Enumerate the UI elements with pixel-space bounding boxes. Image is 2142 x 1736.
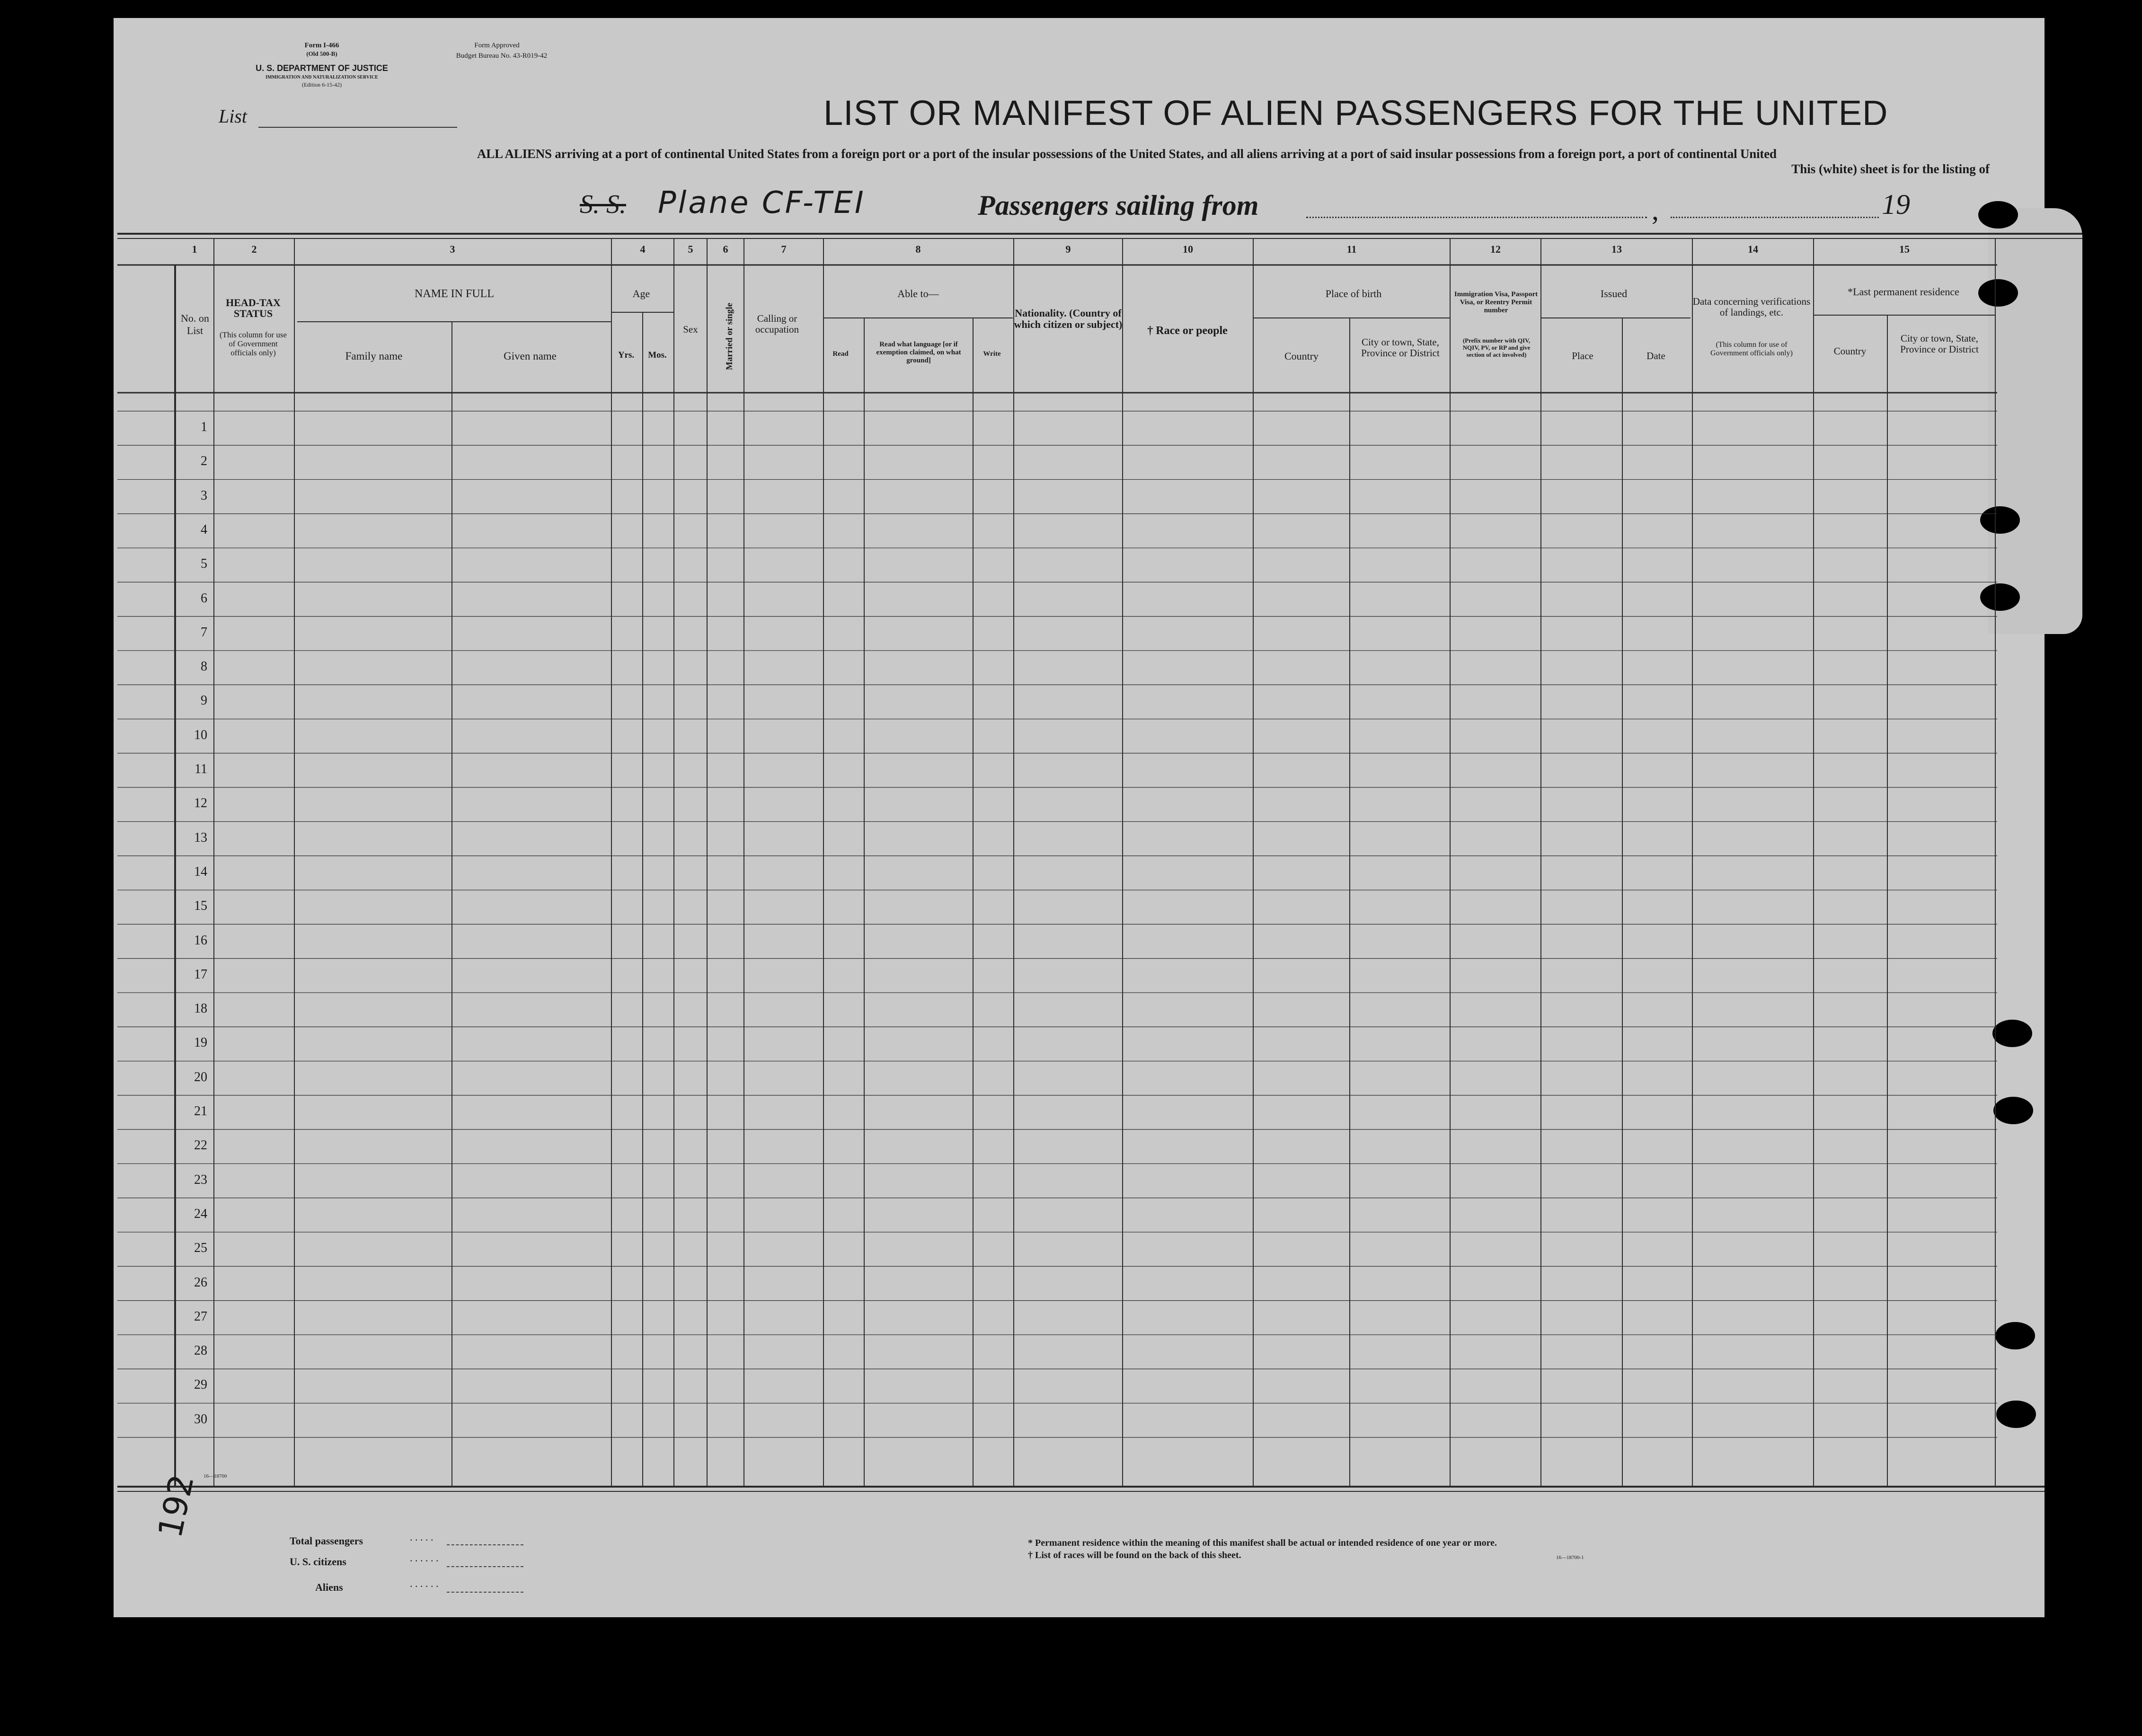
- header-calling: Calling or occupation: [755, 313, 799, 335]
- row-number: 10: [194, 727, 207, 742]
- row-number: 18: [194, 1001, 207, 1016]
- form-title: LIST OR MANIFEST OF ALIEN PASSENGERS FOR THE UNITED: [823, 93, 1888, 132]
- row-number: 29: [194, 1377, 207, 1392]
- header-verifications: Data concerning verifications of landings, etc.: [1692, 296, 1811, 318]
- column-number-7: 7: [781, 243, 787, 255]
- total-passengers-label: Total passengers: [290, 1535, 363, 1547]
- budget-bureau-number: Budget Bureau No. 43-R019-42: [456, 52, 548, 60]
- leader-dots-1: . . . . .: [410, 1531, 434, 1543]
- subtitle-line-1: ALL ALIENS arriving at a port of continental United States from a foreign port or a port of the insular possessions of the United States, and all aliens arriving at a port of said insular possessions from a foreign port, a port of continental United: [477, 147, 1777, 161]
- header-able-to: Able to—: [897, 288, 939, 300]
- row-number: 30: [194, 1411, 207, 1427]
- column-number-11: 11: [1346, 243, 1357, 255]
- handwritten-page-number: 192: [150, 1471, 202, 1542]
- row-number: 20: [194, 1069, 207, 1084]
- year-prefix: 19: [1882, 189, 1910, 220]
- header-nationality: Nationality. (Country of which citizen or subject): [1014, 307, 1123, 330]
- column-number-1: 1: [192, 243, 197, 255]
- aliens-label: Aliens: [315, 1581, 343, 1593]
- old-form-number: (Old 500-B): [306, 50, 337, 57]
- sailing-date-field[interactable]: [1671, 215, 1879, 218]
- row-number: 11: [195, 762, 207, 776]
- row-number: 23: [194, 1172, 207, 1187]
- row-number: 2: [201, 454, 207, 469]
- column-number-5: 5: [688, 243, 693, 255]
- header-birth-country: Country: [1284, 350, 1319, 362]
- footnote-permanent-residence: * Permanent residence within the meaning of this manifest shall be actual or intended residence of one year or more.: [1028, 1538, 1497, 1548]
- footnote-list-of-races: † List of races will be found on the back of this sheet.: [1028, 1550, 1241, 1560]
- department-name: U. S. DEPARTMENT OF JUSTICE: [256, 63, 388, 73]
- aliens-field[interactable]: [447, 1592, 523, 1593]
- column-number-2: 2: [251, 243, 257, 255]
- row-number: 16: [194, 933, 207, 948]
- row-number: 24: [194, 1206, 207, 1221]
- row-number: 5: [201, 556, 207, 572]
- us-citizens-field[interactable]: [447, 1566, 523, 1567]
- header-head-tax: HEAD-TAX STATUS: [226, 297, 281, 319]
- us-citizens-label: U. S. citizens: [290, 1556, 346, 1568]
- row-number: 14: [194, 864, 207, 879]
- header-issued-place: Place: [1572, 350, 1593, 361]
- list-field[interactable]: [258, 124, 457, 128]
- row-number: 15: [194, 899, 207, 914]
- header-head-tax-note: (This column for use of Government officials only): [219, 330, 287, 357]
- row-number: 3: [201, 488, 207, 503]
- header-married-or-single: Married or single: [725, 302, 735, 370]
- row-number: 22: [194, 1138, 207, 1153]
- column-number-10: 10: [1183, 243, 1193, 255]
- service-name: IMMIGRATION AND NATURALIZATION SERVICE: [266, 75, 378, 80]
- header-visa-note: (Prefix number with QIV, NQIV, PV, or RP and give section of act involved): [1462, 337, 1531, 358]
- header-residence-city: City or town, State, Province or District: [1900, 333, 1979, 355]
- column-number-6: 6: [723, 243, 728, 255]
- leader-dots-2: . . . . . .: [410, 1552, 439, 1564]
- vessel-name-handwritten: Plane CF-TEI: [658, 185, 866, 220]
- header-issued-date: Date: [1646, 350, 1665, 361]
- row-number: 8: [201, 659, 207, 674]
- header-family-name: Family name: [345, 350, 403, 362]
- header-read-language: Read what language [or if exemption claimed, on what ground]: [876, 341, 961, 364]
- row-number: 28: [194, 1343, 207, 1358]
- header-years: Yrs.: [618, 350, 635, 360]
- row-number: 9: [201, 693, 207, 708]
- column-number-12: 12: [1490, 243, 1501, 255]
- row-number: 1: [201, 420, 207, 434]
- row-number: 17: [194, 967, 207, 982]
- sailing-from-label: Passengers sailing from: [978, 190, 1259, 221]
- row-number: 12: [194, 796, 207, 811]
- header-months: Mos.: [648, 350, 667, 360]
- row-number: 4: [201, 522, 207, 537]
- row-number: 21: [194, 1104, 207, 1119]
- header-no-on-list: No. on List: [181, 312, 209, 336]
- sailing-from-field[interactable]: [1306, 215, 1647, 218]
- header-last-residence: *Last permanent residence: [1848, 286, 1959, 298]
- subtitle-line-2: This (white) sheet is for the listing of: [1791, 162, 1990, 176]
- row-number: 19: [194, 1035, 207, 1050]
- row-number: 7: [201, 625, 207, 640]
- header-name-in-full: NAME IN FULL: [415, 288, 494, 300]
- form-approved: Form Approved: [474, 42, 520, 49]
- row-number: 27: [194, 1309, 207, 1324]
- total-passengers-field[interactable]: [447, 1544, 523, 1545]
- header-verifications-note: (This column for use of Government officials only): [1710, 341, 1793, 357]
- column-number-3: 3: [450, 243, 455, 255]
- header-write: Write: [983, 350, 1001, 358]
- header-read: Read: [832, 350, 849, 358]
- header-age: Age: [632, 288, 650, 300]
- column-number-13: 13: [1611, 243, 1622, 255]
- header-residence-country: Country: [1833, 345, 1867, 357]
- form-number: Form I-466: [304, 42, 339, 49]
- printer-mark: 16—18700: [204, 1473, 227, 1479]
- printer-mark-2: 16—18700-1: [1556, 1555, 1584, 1560]
- header-issued: Issued: [1600, 288, 1628, 300]
- header-race: † Race or people: [1147, 325, 1228, 337]
- column-number-14: 14: [1748, 243, 1758, 255]
- row-number: 25: [194, 1241, 207, 1256]
- header-visa: Immigration Visa, Passport Visa, or Reentry Permit number: [1454, 291, 1538, 314]
- header-birth-city: City or town, State, Province or District: [1361, 336, 1440, 359]
- edition-date: (Edition 6-15-42): [301, 81, 342, 88]
- row-number: 26: [194, 1275, 207, 1290]
- row-number: 13: [194, 830, 207, 845]
- row-number: 6: [201, 590, 207, 606]
- column-number-9: 9: [1065, 243, 1071, 255]
- header-sex: Sex: [683, 324, 698, 335]
- header-place-of-birth: Place of birth: [1325, 288, 1382, 300]
- column-number-8: 8: [915, 243, 921, 255]
- comma-separator: ,: [1652, 194, 1659, 226]
- column-number-4: 4: [640, 243, 646, 255]
- header-given-name: Given name: [504, 350, 557, 362]
- ss-prefix-struck: S. S.: [580, 190, 626, 219]
- column-number-15: 15: [1899, 243, 1910, 255]
- leader-dots-3: . . . . . .: [410, 1577, 439, 1589]
- list-label: List: [219, 106, 248, 127]
